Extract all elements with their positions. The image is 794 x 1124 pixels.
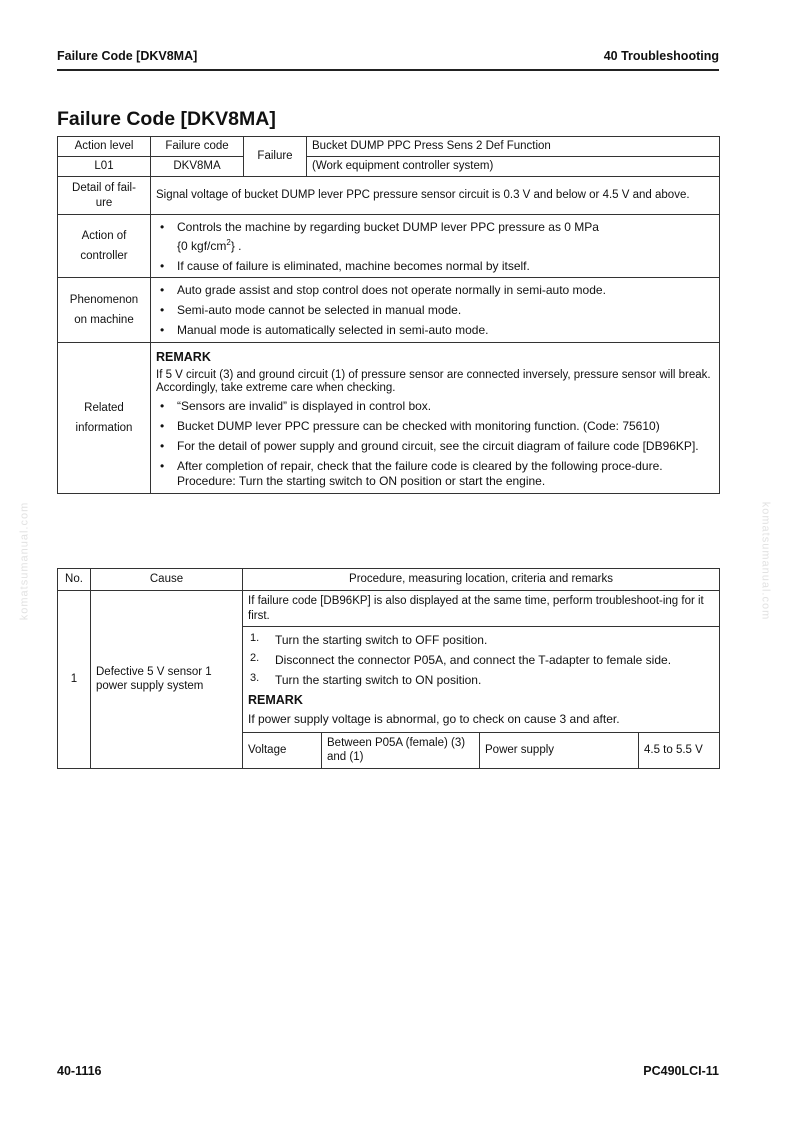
related-item — [156, 459, 714, 489]
measure-item: Power supply — [480, 732, 639, 768]
measure-between: Between P05A (female) (3) and (1) — [322, 732, 480, 768]
failure-detail: Signal voltage of bucket DUMP lever PPC pressure sensor circuit is 0.3 V and below or 4.5 V and above. — [151, 177, 720, 215]
related-item-text: For the detail of power supply and ground circuit, see the circuit diagram of failure code [DB96KP]. — [177, 438, 699, 453]
bullet-icon: • — [160, 283, 165, 297]
phenomenon-item — [156, 283, 714, 298]
failure-code-label: Failure code — [151, 137, 244, 157]
action-list — [156, 220, 714, 274]
action-controller-label — [58, 215, 151, 278]
step-text: Disconnect the connector P05A, and connect the T-adapter to female side. — [275, 653, 672, 667]
header-rule — [57, 69, 719, 71]
remark-text: If 5 V circuit (3) and ground circuit (1) of pressure sensor are connected inversely, pressure sensor will break. Accordingly, take extreme care when checking. — [156, 368, 711, 394]
cause-remark-text: If power supply voltage is abnormal, go to check on cause 3 and after. — [248, 711, 620, 726]
bullet-icon: • — [160, 303, 165, 317]
step-text: Turn the starting switch to OFF position. — [275, 633, 488, 647]
action-item — [156, 220, 714, 254]
header-section-title: Failure Code [DKV8MA] — [57, 49, 198, 63]
cause-steps-cell — [243, 627, 720, 733]
detail-label-line1: Detail of fail- — [72, 182, 136, 194]
phenomenon-label-line1: Phenomenon — [69, 294, 139, 306]
step-number: 3. — [250, 672, 260, 684]
remark-heading: REMARK — [156, 350, 211, 364]
steps-list — [248, 633, 714, 688]
cause-remark-heading: REMARK — [248, 693, 303, 707]
related-item-text: After completion of repair, check that the failure code is cleared by the following proce-dure. — [177, 458, 663, 473]
bullet-icon: • — [160, 418, 165, 433]
related-label — [58, 343, 151, 494]
phenomenon-cell — [151, 278, 720, 343]
failure-info-table — [57, 136, 720, 494]
action-item-unit: {0 kgf/cm — [177, 239, 227, 253]
failure-label: Failure — [244, 137, 307, 177]
measure-value: 4.5 to 5.5 V — [639, 732, 720, 768]
cause-table — [57, 568, 720, 769]
action-controller-cell — [151, 215, 720, 278]
related-cell — [151, 343, 720, 494]
step-number: 2. — [250, 652, 260, 664]
related-item — [156, 439, 714, 454]
bullet-icon: • — [160, 458, 165, 473]
detail-label-line2: ure — [95, 196, 113, 209]
action-level-label: Action level — [58, 137, 151, 157]
phenomenon-item-text: Manual mode is automatically selected in semi-auto mode. — [177, 323, 489, 337]
related-item-text: “Sensors are invalid” is displayed in control box. — [177, 398, 432, 413]
col-header-procedure: Procedure, measuring location, criteria and remarks — [243, 569, 720, 591]
bullet-icon: • — [160, 323, 165, 337]
bullet-icon: • — [160, 220, 165, 234]
action-item-sup: 2 — [226, 238, 231, 247]
phenomenon-item — [156, 323, 714, 338]
related-label-line1: Related — [84, 401, 124, 414]
failure-name: Bucket DUMP PPC Press Sens 2 Def Function — [307, 137, 720, 157]
phenomenon-label — [58, 278, 151, 343]
related-item-text: Bucket DUMP lever PPC pressure can be checked with monitoring function. (Code: 75610) — [177, 418, 660, 433]
col-header-no: No. — [58, 569, 91, 591]
watermark-left: komatsumanual.com — [18, 501, 31, 621]
detail-label — [58, 177, 151, 215]
failure-code-value: DKV8MA — [151, 157, 244, 177]
col-header-cause: Cause — [91, 569, 243, 591]
related-list — [156, 399, 714, 489]
failure-system: (Work equipment controller system) — [307, 157, 720, 177]
page-number: 40-1116 — [57, 1064, 102, 1078]
phenomenon-label-line2: on machine — [74, 314, 134, 326]
cause-text: Defective 5 V sensor 1 power supply system — [91, 591, 243, 769]
bullet-icon: • — [160, 259, 165, 273]
bullet-icon: • — [160, 398, 165, 413]
procedure-text: Procedure: Turn the starting switch to ON position or start the engine. — [177, 473, 546, 488]
model-number: PC490LCI-11 — [643, 1064, 719, 1078]
cause-no: 1 — [58, 591, 91, 769]
page-title: Failure Code [DKV8MA] — [57, 108, 276, 130]
bullet-icon: • — [160, 438, 165, 453]
action-label-line2: controller — [80, 250, 128, 262]
step-item — [248, 653, 714, 668]
action-level-value: L01 — [58, 157, 151, 177]
action-item-unit-end: } . — [230, 239, 242, 253]
header-chapter: 40 Troubleshooting — [603, 49, 719, 63]
related-item — [156, 399, 714, 414]
related-label-line2: information — [75, 421, 133, 434]
page-header — [57, 49, 719, 65]
action-label-line1: Action of — [81, 230, 127, 242]
step-item — [248, 633, 714, 648]
action-item-text: If cause of failure is eliminated, machine becomes normal by itself. — [177, 259, 530, 273]
phenomenon-item — [156, 303, 714, 318]
action-item — [156, 259, 714, 274]
step-number: 1. — [250, 632, 260, 644]
cause-note: If failure code [DB96KP] is also displayed at the same time, perform troubleshoot-ing for it first. — [243, 591, 720, 627]
phenomenon-item-text: Auto grade assist and stop control does not operate normally in semi-auto mode. — [177, 283, 606, 297]
step-text: Turn the starting switch to ON position. — [275, 673, 482, 687]
phenomenon-list — [156, 283, 714, 338]
measure-kind: Voltage — [243, 732, 322, 768]
related-item — [156, 419, 714, 434]
action-item-text: Controls the machine by regarding bucket DUMP lever PPC pressure as 0 MPa — [177, 220, 599, 234]
step-item — [248, 673, 714, 688]
watermark-right: komatsumanual.com — [759, 501, 772, 621]
phenomenon-item-text: Semi-auto mode cannot be selected in manual mode. — [177, 303, 462, 317]
